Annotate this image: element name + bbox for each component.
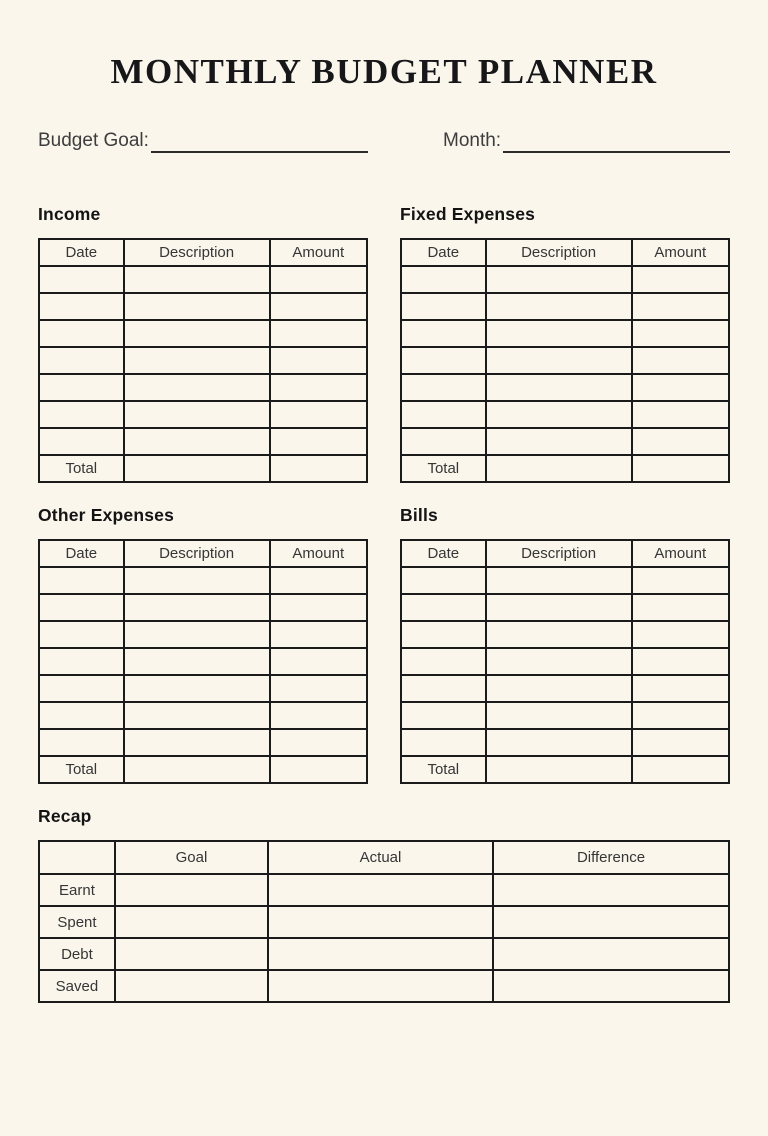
recap-goal-cell[interactable] (115, 970, 268, 1002)
recap-row-debt (39, 938, 729, 970)
entry-cell[interactable] (270, 428, 367, 455)
bills-total-row (401, 756, 729, 783)
entry-cell[interactable] (401, 567, 486, 594)
entry-cell[interactable] (401, 401, 486, 428)
fixed-expenses-heading: Fixed Expenses (400, 204, 536, 224)
budget-goal-input-line[interactable] (151, 151, 368, 153)
recap-actual-cell[interactable] (268, 970, 493, 1002)
other-expenses-table (38, 539, 368, 784)
entry-row (401, 428, 729, 455)
entry-row (401, 401, 729, 428)
entry-row (39, 293, 367, 320)
entry-cell[interactable] (39, 401, 124, 428)
fixed-expenses-header-row (401, 239, 729, 266)
entry-cell[interactable] (270, 401, 367, 428)
entry-cell[interactable] (486, 594, 632, 621)
income-table (38, 238, 368, 483)
column-header-goal: Goal (115, 841, 268, 874)
entry-cell[interactable] (401, 729, 486, 756)
recap-table (38, 840, 730, 1003)
bills-table (400, 539, 730, 784)
fixed-expenses-entry-rows (401, 266, 729, 455)
entry-cell[interactable] (486, 648, 632, 675)
entry-cell[interactable] (39, 648, 124, 675)
total-label: Total (401, 455, 486, 482)
entry-row (401, 594, 729, 621)
column-header-description: Description (486, 239, 632, 266)
section-bills (400, 505, 730, 784)
section-income (38, 204, 368, 483)
bills-heading: Bills (400, 505, 438, 525)
entry-cell[interactable] (401, 293, 486, 320)
entry-row (39, 401, 367, 428)
recap-row-label: Earnt (39, 874, 115, 906)
entry-cell[interactable] (632, 594, 729, 621)
entry-cell[interactable] (39, 594, 124, 621)
entry-cell[interactable] (632, 648, 729, 675)
month-input-line[interactable] (503, 151, 730, 153)
entry-row (39, 266, 367, 293)
column-header-date: Date (39, 239, 124, 266)
column-header-description: Description (124, 540, 270, 567)
entry-row (39, 320, 367, 347)
other-expenses-header-row (39, 540, 367, 567)
entry-cell[interactable] (632, 621, 729, 648)
column-header-amount: Amount (632, 540, 729, 567)
entry-cell[interactable] (401, 266, 486, 293)
entry-cell[interactable] (486, 347, 632, 374)
entry-cell[interactable] (486, 293, 632, 320)
column-header-amount: Amount (270, 540, 367, 567)
entry-cell[interactable] (401, 621, 486, 648)
total-amount-cell[interactable] (632, 756, 729, 783)
recap-difference-cell[interactable] (493, 874, 729, 906)
entry-cell[interactable] (39, 293, 124, 320)
entry-cell[interactable] (632, 675, 729, 702)
page-title: MONTHLY BUDGET PLANNER (110, 52, 658, 91)
other-expenses-entry-rows (39, 567, 367, 756)
entry-cell[interactable] (124, 594, 270, 621)
entry-cell[interactable] (39, 347, 124, 374)
entry-row (401, 729, 729, 756)
total-description-cell[interactable] (486, 455, 632, 482)
recap-row-label: Saved (39, 970, 115, 1002)
recap-corner-cell (39, 841, 115, 874)
entry-cell[interactable] (401, 428, 486, 455)
entry-row (39, 621, 367, 648)
entry-row (39, 347, 367, 374)
entry-cell[interactable] (632, 347, 729, 374)
entry-cell[interactable] (124, 320, 270, 347)
month-label: Month: (443, 130, 502, 151)
section-fixed-expenses (400, 204, 730, 483)
entry-cell[interactable] (270, 675, 367, 702)
total-description-cell[interactable] (124, 756, 270, 783)
entry-cell[interactable] (632, 428, 729, 455)
entry-cell[interactable] (486, 621, 632, 648)
recap-row-saved (39, 970, 729, 1002)
entry-cell[interactable] (39, 675, 124, 702)
column-header-date: Date (39, 540, 124, 567)
budget-goal-field (38, 122, 368, 154)
entry-row (401, 648, 729, 675)
fields-row (38, 122, 730, 154)
entry-cell[interactable] (486, 729, 632, 756)
entry-row (401, 621, 729, 648)
planner-page (0, 50, 768, 1003)
entry-cell[interactable] (401, 374, 486, 401)
entry-cell[interactable] (124, 347, 270, 374)
entry-cell[interactable] (486, 266, 632, 293)
fixed-expenses-table (400, 238, 730, 483)
entry-cell[interactable] (39, 621, 124, 648)
income-total-row (39, 455, 367, 482)
column-header-description: Description (486, 540, 632, 567)
entry-cell[interactable] (486, 320, 632, 347)
month-field (400, 122, 730, 154)
entry-cell[interactable] (632, 567, 729, 594)
entry-row (401, 347, 729, 374)
entry-cell[interactable] (632, 374, 729, 401)
recap-difference-cell[interactable] (493, 970, 729, 1002)
entry-cell[interactable] (124, 428, 270, 455)
entry-cell[interactable] (270, 594, 367, 621)
entry-cell[interactable] (39, 320, 124, 347)
entry-row (39, 374, 367, 401)
recap-row-earnt (39, 874, 729, 906)
entry-cell[interactable] (632, 293, 729, 320)
entry-cell[interactable] (124, 675, 270, 702)
entry-tables-grid (38, 204, 730, 784)
entry-cell[interactable] (124, 567, 270, 594)
entry-cell[interactable] (486, 702, 632, 729)
entry-cell[interactable] (124, 293, 270, 320)
entry-cell[interactable] (39, 266, 124, 293)
recap-goal-cell[interactable] (115, 874, 268, 906)
recap-actual-cell[interactable] (268, 938, 493, 970)
entry-row (401, 266, 729, 293)
total-label: Total (39, 756, 124, 783)
entry-cell[interactable] (632, 266, 729, 293)
entry-cell[interactable] (632, 401, 729, 428)
entry-cell[interactable] (270, 320, 367, 347)
entry-cell[interactable] (401, 648, 486, 675)
entry-cell[interactable] (124, 702, 270, 729)
total-description-cell[interactable] (124, 455, 270, 482)
recap-row-label: Spent (39, 906, 115, 938)
entry-cell[interactable] (401, 320, 486, 347)
entry-cell[interactable] (401, 675, 486, 702)
total-amount-cell[interactable] (632, 455, 729, 482)
entry-cell[interactable] (270, 374, 367, 401)
entry-row (401, 320, 729, 347)
total-label: Total (39, 455, 124, 482)
total-amount-cell[interactable] (270, 455, 367, 482)
entry-cell[interactable] (270, 729, 367, 756)
column-header-date: Date (401, 239, 486, 266)
section-recap (38, 806, 730, 1003)
column-header-amount: Amount (632, 239, 729, 266)
entry-cell[interactable] (270, 648, 367, 675)
other-expenses-heading: Other Expenses (38, 505, 175, 525)
fixed-expenses-total-row (401, 455, 729, 482)
recap-goal-cell[interactable] (115, 938, 268, 970)
entry-row (39, 729, 367, 756)
bills-entry-rows (401, 567, 729, 756)
entry-cell[interactable] (124, 729, 270, 756)
entry-row (401, 702, 729, 729)
entry-row (39, 594, 367, 621)
column-header-difference: Difference (493, 841, 729, 874)
income-heading: Income (38, 204, 101, 224)
column-header-date: Date (401, 540, 486, 567)
entry-cell[interactable] (486, 675, 632, 702)
column-header-description: Description (124, 239, 270, 266)
budget-goal-label: Budget Goal: (38, 130, 149, 151)
entry-cell[interactable] (632, 320, 729, 347)
bills-header-row (401, 540, 729, 567)
entry-cell[interactable] (39, 567, 124, 594)
column-header-amount: Amount (270, 239, 367, 266)
recap-goal-cell[interactable] (115, 906, 268, 938)
entry-cell[interactable] (124, 621, 270, 648)
entry-cell[interactable] (270, 702, 367, 729)
entry-cell[interactable] (486, 567, 632, 594)
column-header-actual: Actual (268, 841, 493, 874)
entry-cell[interactable] (486, 428, 632, 455)
section-other-expenses (38, 505, 368, 784)
entry-cell[interactable] (39, 729, 124, 756)
recap-row-spent (39, 906, 729, 938)
entry-cell[interactable] (401, 347, 486, 374)
recap-header-row (39, 841, 729, 874)
entry-cell[interactable] (124, 374, 270, 401)
entry-cell[interactable] (401, 702, 486, 729)
entry-row (39, 648, 367, 675)
entry-cell[interactable] (486, 401, 632, 428)
entry-row (401, 567, 729, 594)
recap-difference-cell[interactable] (493, 906, 729, 938)
entry-cell[interactable] (632, 702, 729, 729)
entry-row (39, 567, 367, 594)
recap-heading: Recap (38, 806, 92, 826)
entry-cell[interactable] (270, 567, 367, 594)
recap-row-label: Debt (39, 938, 115, 970)
entry-cell[interactable] (270, 266, 367, 293)
entry-cell[interactable] (39, 428, 124, 455)
entry-cell[interactable] (270, 347, 367, 374)
other-expenses-total-row (39, 756, 367, 783)
entry-cell[interactable] (39, 702, 124, 729)
entry-row (401, 374, 729, 401)
entry-cell[interactable] (124, 401, 270, 428)
entry-cell[interactable] (486, 374, 632, 401)
entry-cell[interactable] (124, 648, 270, 675)
entry-row (39, 702, 367, 729)
recap-actual-cell[interactable] (268, 906, 493, 938)
entry-cell[interactable] (401, 594, 486, 621)
entry-cell[interactable] (39, 374, 124, 401)
entry-cell[interactable] (124, 266, 270, 293)
total-label: Total (401, 756, 486, 783)
entry-row (39, 428, 367, 455)
entry-row (401, 293, 729, 320)
income-header-row (39, 239, 367, 266)
entry-row (39, 675, 367, 702)
total-description-cell[interactable] (486, 756, 632, 783)
recap-difference-cell[interactable] (493, 938, 729, 970)
income-entry-rows (39, 266, 367, 455)
total-amount-cell[interactable] (270, 756, 367, 783)
entry-cell[interactable] (270, 621, 367, 648)
entry-cell[interactable] (270, 293, 367, 320)
entry-row (401, 675, 729, 702)
entry-cell[interactable] (632, 729, 729, 756)
recap-actual-cell[interactable] (268, 874, 493, 906)
